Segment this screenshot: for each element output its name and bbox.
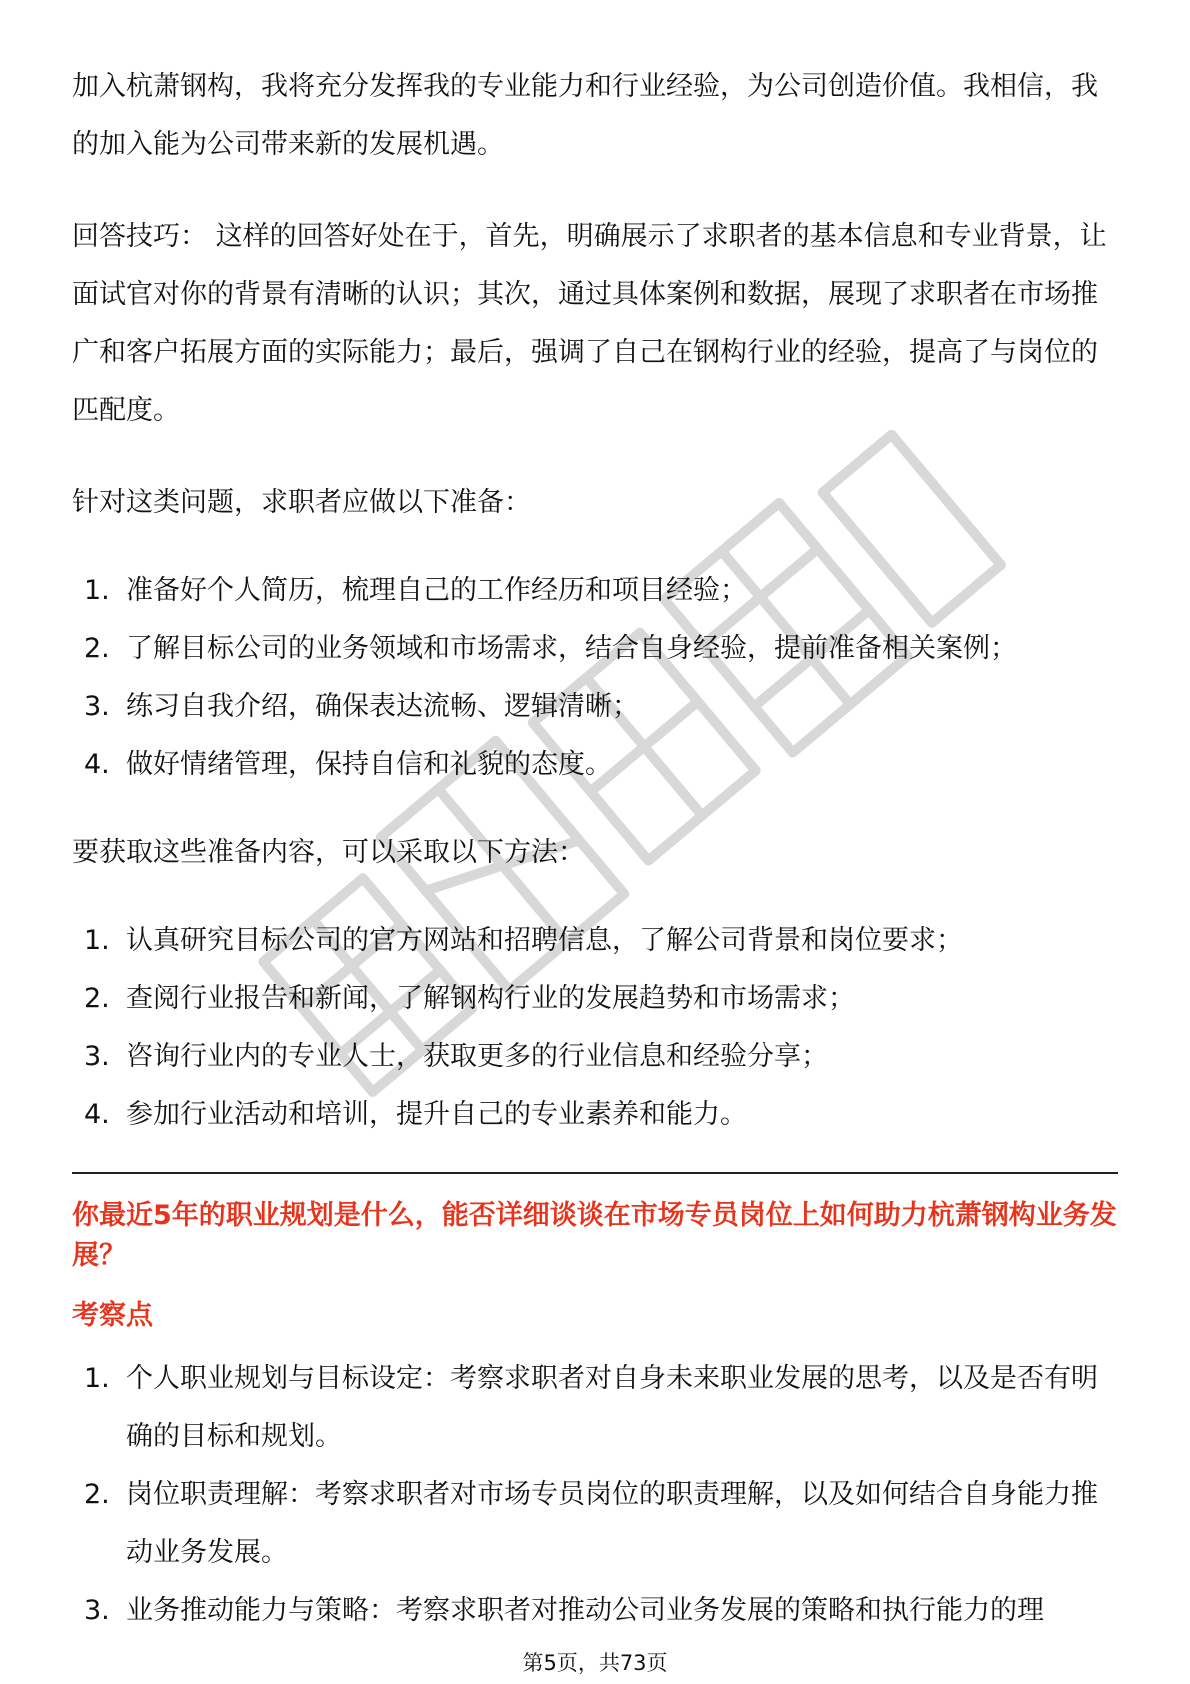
assessment-points-list — [72, 1350, 1118, 1640]
list-item — [72, 1466, 1118, 1582]
list-item-text: 业务推动能力与策略：考察求职者对推动公司业务发展的策略和执行能力的理 — [126, 1595, 1044, 1626]
list-item-text: 查阅行业报告和新闻，了解钢构行业的发展趋势和市场需求； — [126, 983, 855, 1014]
list-item-text: 岗位职责理解：考察求职者对市场专员岗位的职责理解，以及如何结合自身能力推动业务发展。 — [126, 1479, 1098, 1568]
question-title: 你最近5年的职业规划是什么，能否详细谈谈在市场专员岗位上如何助力杭萧钢构业务发展？ — [72, 1200, 1117, 1271]
list-item-text: 做好情绪管理，保持自信和礼貌的态度。 — [126, 749, 612, 780]
assessment-points-label: 考察点 — [72, 1300, 153, 1331]
list-number: 3. — [84, 691, 110, 722]
list-number: 4. — [84, 1099, 110, 1130]
list-number: 3. — [84, 1595, 110, 1626]
prep-list — [72, 562, 1118, 794]
list-number: 1. — [84, 575, 110, 606]
list-item-text: 练习自我介绍，确保表达流畅、逻辑清晰； — [126, 691, 639, 722]
prep-heading: 针对这类问题，求职者应做以下准备： — [72, 487, 531, 518]
list-number: 3. — [84, 1041, 110, 1072]
methods-heading: 要获取这些准备内容，可以采取以下方法： — [72, 837, 585, 868]
list-item — [72, 620, 1118, 678]
list-item-text: 参加行业活动和培训，提升自己的专业素养和能力。 — [126, 1099, 747, 1130]
list-item — [72, 912, 1118, 970]
list-item — [72, 1028, 1118, 1086]
methods-list — [72, 912, 1118, 1144]
list-number: 4. — [84, 749, 110, 780]
list-item — [72, 1086, 1118, 1144]
list-item-text: 咨询行业内的专业人士，获取更多的行业信息和经验分享； — [126, 1041, 828, 1072]
document-body — [72, 58, 1118, 1640]
list-number: 2. — [84, 633, 110, 664]
section-divider — [72, 1172, 1118, 1174]
list-item — [72, 1350, 1118, 1466]
list-item-text: 个人职业规划与目标设定：考察求职者对自身未来职业发展的思考，以及是否有明确的目标和规划。 — [126, 1363, 1098, 1452]
list-item — [72, 1582, 1118, 1640]
list-number: 2. — [84, 1479, 110, 1510]
list-item-text: 准备好个人简历，梳理自己的工作经历和项目经验； — [126, 575, 747, 606]
list-item-text: 认真研究目标公司的官方网站和招聘信息，了解公司背景和岗位要求； — [126, 925, 963, 956]
list-number: 1. — [84, 1363, 110, 1394]
list-item — [72, 562, 1118, 620]
intro-paragraph: 加入杭萧钢构，我将充分发挥我的专业能力和行业经验，为公司创造价值。我相信，我的加入能为公司带来新的发展机遇。 — [72, 71, 1098, 160]
list-number: 1. — [84, 925, 110, 956]
page-number-footer: 第5页，共73页 — [522, 1651, 668, 1675]
list-item-text: 了解目标公司的业务领域和市场需求，结合自身经验，提前准备相关案例； — [126, 633, 1017, 664]
list-item — [72, 736, 1118, 794]
answer-tips-paragraph: 回答技巧： 这样的回答好处在于，首先，明确展示了求职者的基本信息和专业背景，让面试官对你的背景有清晰的认识；其次，通过具体案例和数据，展现了求职者在市场推广和客户拓展方面的实际能力；最后，强调了自己在钢构行业的经验，提高了与岗位的匹配度。 — [72, 221, 1107, 426]
list-item — [72, 678, 1118, 736]
list-item — [72, 970, 1118, 1028]
list-number: 2. — [84, 983, 110, 1014]
